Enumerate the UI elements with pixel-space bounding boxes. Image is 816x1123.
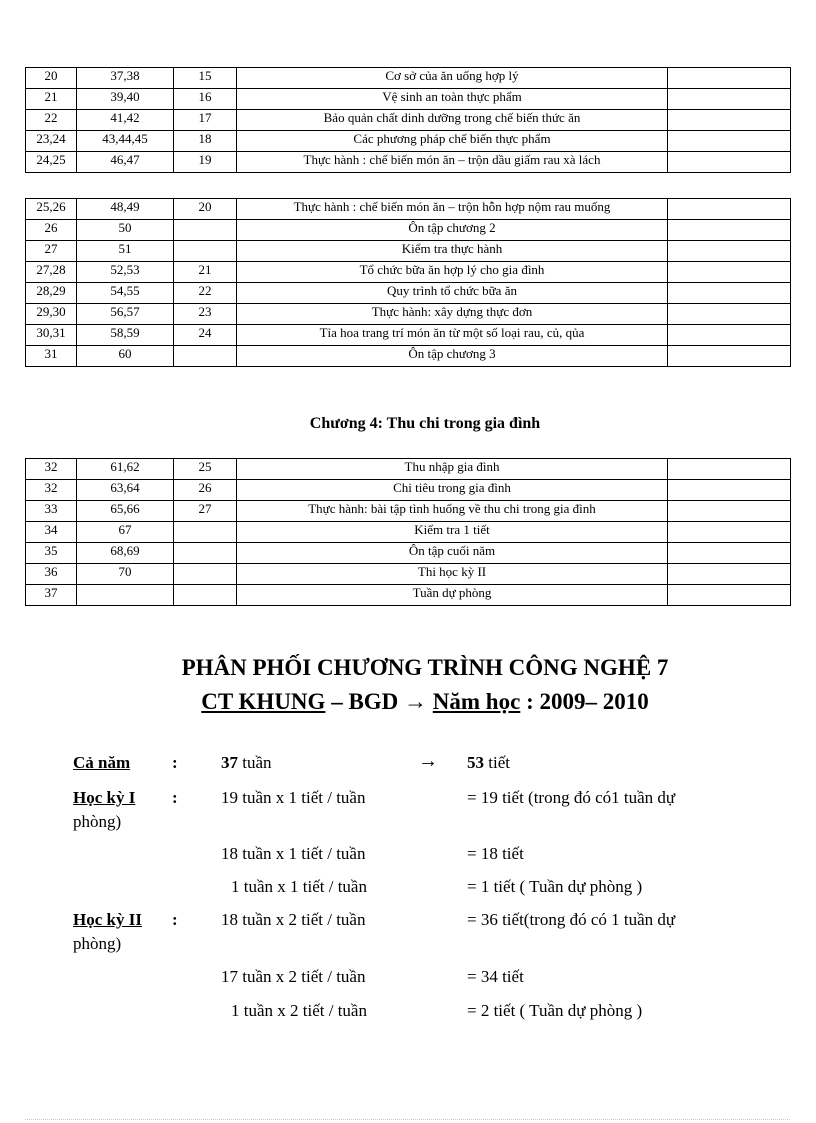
week-cell: 34 bbox=[26, 522, 77, 543]
lesson-table-3 bbox=[25, 458, 791, 606]
period-cell: 43,44,45 bbox=[77, 131, 174, 152]
period-cell: 41,42 bbox=[77, 110, 174, 131]
note-cell bbox=[668, 501, 791, 522]
note-cell bbox=[668, 283, 791, 304]
nam-hoc-label: Năm học bbox=[432, 689, 521, 714]
table-row bbox=[26, 325, 791, 346]
period-cell: 37,38 bbox=[77, 68, 174, 89]
period-cell: 54,55 bbox=[77, 283, 174, 304]
week-cell: 30,31 bbox=[26, 325, 77, 346]
lesson-cell: 22 bbox=[174, 283, 237, 304]
hk2-result-3: = 2 tiết ( Tuần dự phòng ) bbox=[467, 1001, 643, 1020]
hk1-label: Học kỳ I bbox=[73, 788, 136, 807]
period-cell: 70 bbox=[77, 564, 174, 585]
week-cell: 28,29 bbox=[26, 283, 77, 304]
week-cell: 25,26 bbox=[26, 199, 77, 220]
hk1-calc-2: 18 tuần x 1 tiết / tuần bbox=[221, 844, 366, 863]
note-cell bbox=[668, 543, 791, 564]
nam-hoc-value: : 2009– 2010 bbox=[520, 689, 649, 714]
note-cell bbox=[668, 262, 791, 283]
table-row bbox=[26, 283, 791, 304]
period-cell: 60 bbox=[77, 346, 174, 367]
table-row bbox=[26, 199, 791, 220]
week-cell: 37 bbox=[26, 585, 77, 606]
hk2-colon: : bbox=[172, 910, 178, 929]
note-cell bbox=[668, 325, 791, 346]
lesson-cell: 27 bbox=[174, 501, 237, 522]
lesson-cell: 23 bbox=[174, 304, 237, 325]
content-cell: Thu nhập gia đình bbox=[237, 459, 668, 480]
table-row bbox=[26, 459, 791, 480]
content-cell: Chi tiêu trong gia đình bbox=[237, 480, 668, 501]
content-cell: Tỉa hoa trang trí món ăn từ một số loại rau, củ, qủa bbox=[237, 325, 668, 346]
week-cell: 26 bbox=[26, 220, 77, 241]
period-cell: 61,62 bbox=[77, 459, 174, 480]
table-row bbox=[26, 564, 791, 585]
week-cell: 22 bbox=[26, 110, 77, 131]
lesson-table-1 bbox=[25, 67, 791, 173]
lesson-cell: 16 bbox=[174, 89, 237, 110]
ca-nam-label: Cả năm bbox=[73, 753, 131, 772]
week-cell: 32 bbox=[26, 459, 77, 480]
lesson-cell: 21 bbox=[174, 262, 237, 283]
content-cell: Thi học kỳ II bbox=[237, 564, 668, 585]
hk1-result-1: = 19 tiết (trong đó có1 tuần dự bbox=[467, 788, 676, 807]
period-cell: 65,66 bbox=[77, 501, 174, 522]
hk2-result-1: = 36 tiết(trong đó có 1 tuần dự bbox=[467, 910, 676, 929]
note-cell bbox=[668, 110, 791, 131]
table-row bbox=[26, 131, 791, 152]
hk1-result-3: = 1 tiết ( Tuần dự phòng ) bbox=[467, 877, 643, 896]
period-cell: 56,57 bbox=[77, 304, 174, 325]
note-cell bbox=[668, 89, 791, 110]
week-cell: 21 bbox=[26, 89, 77, 110]
table-row bbox=[26, 68, 791, 89]
program-title: PHÂN PHỐI CHƯƠNG TRÌNH CÔNG NGHỆ 7 bbox=[181, 655, 669, 680]
content-cell: Kiểm tra 1 tiết bbox=[237, 522, 668, 543]
week-cell: 27 bbox=[26, 241, 77, 262]
lesson-cell bbox=[174, 522, 237, 543]
arrow-icon: → bbox=[418, 750, 438, 772]
week-cell: 29,30 bbox=[26, 304, 77, 325]
page-divider bbox=[25, 1119, 790, 1120]
note-cell bbox=[668, 304, 791, 325]
hk2-continuation: phòng) bbox=[73, 934, 122, 953]
week-cell: 24,25 bbox=[26, 152, 77, 173]
period-cell: 51 bbox=[77, 241, 174, 262]
hk2-calc-2: 17 tuần x 2 tiết / tuần bbox=[221, 967, 366, 986]
week-cell: 20 bbox=[26, 68, 77, 89]
bgd-label: – BGD bbox=[325, 689, 405, 714]
period-cell: 46,47 bbox=[77, 152, 174, 173]
period-cell: 67 bbox=[77, 522, 174, 543]
lesson-cell bbox=[174, 220, 237, 241]
week-cell: 27,28 bbox=[26, 262, 77, 283]
hk2-calc-3: 1 tuần x 2 tiết / tuần bbox=[231, 1001, 367, 1020]
lesson-cell bbox=[174, 543, 237, 564]
note-cell bbox=[668, 152, 791, 173]
note-cell bbox=[668, 241, 791, 262]
table-row bbox=[26, 262, 791, 283]
lesson-cell: 17 bbox=[174, 110, 237, 131]
note-cell bbox=[668, 522, 791, 543]
lesson-cell: 24 bbox=[174, 325, 237, 346]
table-row bbox=[26, 480, 791, 501]
table-row bbox=[26, 220, 791, 241]
lesson-cell bbox=[174, 585, 237, 606]
period-cell: 63,64 bbox=[77, 480, 174, 501]
lesson-cell: 26 bbox=[174, 480, 237, 501]
ca-nam-colon: : bbox=[172, 753, 178, 772]
week-cell: 36 bbox=[26, 564, 77, 585]
ca-nam-weeks: 37 tuần bbox=[221, 753, 272, 772]
lesson-cell: 20 bbox=[174, 199, 237, 220]
content-cell: Quy trình tổ chức bữa ăn bbox=[237, 283, 668, 304]
content-cell: Thực hành: bài tập tình huống về thu chi trong gia đình bbox=[237, 501, 668, 522]
lesson-cell bbox=[174, 564, 237, 585]
table-row bbox=[26, 89, 791, 110]
period-cell: 58,59 bbox=[77, 325, 174, 346]
hk2-calc-1: 18 tuần x 2 tiết / tuần bbox=[221, 910, 366, 929]
table-row bbox=[26, 346, 791, 367]
table-row bbox=[26, 152, 791, 173]
hk2-result-2: = 34 tiết bbox=[467, 967, 524, 986]
lesson-cell bbox=[174, 346, 237, 367]
hk1-result-2: = 18 tiết bbox=[467, 844, 524, 863]
table-row bbox=[26, 304, 791, 325]
content-cell: Ôn tập chương 3 bbox=[237, 346, 668, 367]
lesson-cell: 18 bbox=[174, 131, 237, 152]
content-cell: Tổ chức bữa ăn hợp lý cho gia đình bbox=[237, 262, 668, 283]
week-cell: 35 bbox=[26, 543, 77, 564]
note-cell bbox=[668, 131, 791, 152]
arrow-icon: → bbox=[404, 689, 428, 714]
note-cell bbox=[668, 564, 791, 585]
note-cell bbox=[668, 68, 791, 89]
period-cell: 39,40 bbox=[77, 89, 174, 110]
note-cell bbox=[668, 585, 791, 606]
ct-khung-label: CT KHUNG bbox=[201, 689, 326, 714]
period-cell: 52,53 bbox=[77, 262, 174, 283]
week-cell: 31 bbox=[26, 346, 77, 367]
content-cell: Các phương pháp chế biến thực phẩm bbox=[237, 131, 668, 152]
content-cell: Kiểm tra thực hành bbox=[237, 241, 668, 262]
content-cell: Cơ sở của ăn uống hợp lý bbox=[237, 68, 668, 89]
period-cell bbox=[77, 585, 174, 606]
hk1-colon: : bbox=[172, 788, 178, 807]
table-row bbox=[26, 522, 791, 543]
ca-nam-total: 53 tiết bbox=[467, 753, 510, 772]
content-cell: Bảo quản chất dinh dưỡng trong chế biến thức ăn bbox=[237, 110, 668, 131]
hk2-label: Học kỳ II bbox=[73, 910, 142, 929]
content-cell: Thực hành : chế biến món ăn – trộn dầu giấm rau xà lách bbox=[237, 152, 668, 173]
lesson-cell bbox=[174, 241, 237, 262]
lesson-cell: 15 bbox=[174, 68, 237, 89]
note-cell bbox=[668, 459, 791, 480]
content-cell: Ôn tập chương 2 bbox=[237, 220, 668, 241]
table-row bbox=[26, 543, 791, 564]
table-row bbox=[26, 501, 791, 522]
hk1-calc-1: 19 tuần x 1 tiết / tuần bbox=[221, 788, 366, 807]
week-cell: 32 bbox=[26, 480, 77, 501]
table-row bbox=[26, 110, 791, 131]
period-cell: 50 bbox=[77, 220, 174, 241]
program-subtitle bbox=[0, 689, 816, 715]
content-cell: Tuần dự phòng bbox=[237, 585, 668, 606]
content-cell: Vệ sinh an toàn thực phẩm bbox=[237, 89, 668, 110]
week-cell: 33 bbox=[26, 501, 77, 522]
table-row bbox=[26, 241, 791, 262]
table-row bbox=[26, 585, 791, 606]
content-cell: Thực hành: xây dựng thực đơn bbox=[237, 304, 668, 325]
content-cell: Ôn tập cuối năm bbox=[237, 543, 668, 564]
chapter-4-title: Chương 4: Thu chi trong gia đình bbox=[309, 415, 541, 432]
period-cell: 48,49 bbox=[77, 199, 174, 220]
hk1-calc-3: 1 tuần x 1 tiết / tuần bbox=[231, 877, 367, 896]
note-cell bbox=[668, 199, 791, 220]
note-cell bbox=[668, 346, 791, 367]
week-cell: 23,24 bbox=[26, 131, 77, 152]
content-cell: Thực hành : chế biến món ăn – trộn hỗn hợp nộm rau muống bbox=[237, 199, 668, 220]
hk1-continuation: phòng) bbox=[73, 812, 122, 831]
lesson-cell: 25 bbox=[174, 459, 237, 480]
note-cell bbox=[668, 220, 791, 241]
period-cell: 68,69 bbox=[77, 543, 174, 564]
lesson-cell: 19 bbox=[174, 152, 237, 173]
lesson-table-2 bbox=[25, 198, 791, 367]
note-cell bbox=[668, 480, 791, 501]
